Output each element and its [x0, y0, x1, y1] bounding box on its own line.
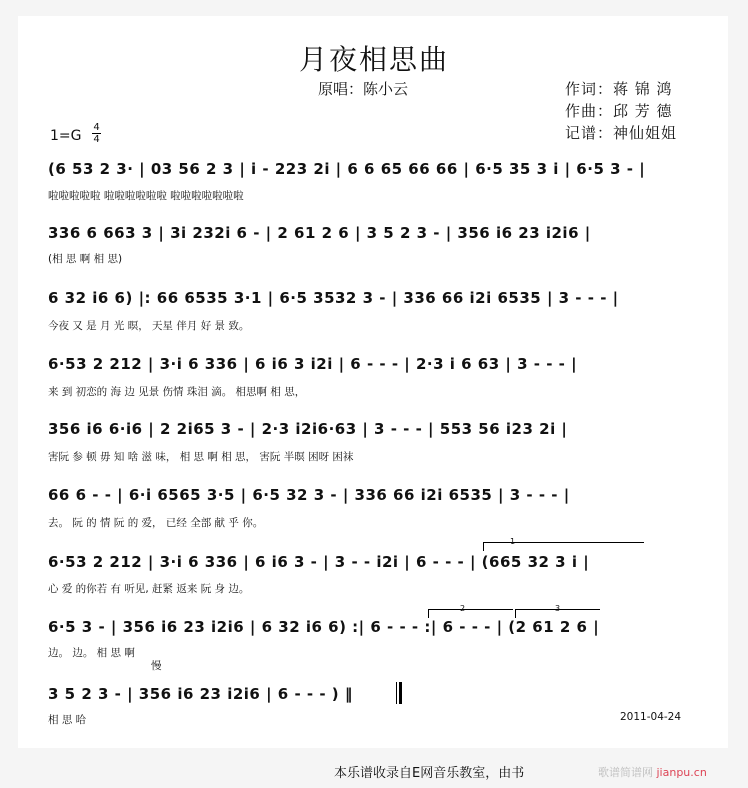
volta-bracket-2 [428, 609, 513, 618]
lyric-line-5: 害阮 参 顿 毋 知 啥 滋 味， 相 思 啊 相 思， 害阮 半暝 困呀 困袜 [48, 451, 354, 463]
time-signature-top: 4 [93, 122, 100, 133]
score-date: 2011-04-24 [620, 711, 682, 723]
volta-number-1: 1 [510, 537, 516, 546]
lyric-line-9: 相 思 哈 [48, 714, 87, 726]
key-signature: 1=G [50, 128, 82, 144]
notation-line-7: 6·53 2 212 | 3·i 6 336 | 6 i6 3 - | 3 - - i2i | 6 - - - | (665 32 3 i | [48, 553, 590, 571]
lyric-line-3: 今夜 又 是 月 光 暝， 天星 伴月 好 景 致。 [48, 320, 250, 332]
notation-line-4: 6·53 2 212 | 3·i 6 336 | 6 i6 3 i2i | 6 - - - | 2·3 i 6 63 | 3 - - - | [48, 355, 578, 373]
lyricist-credit: 作词：蒋 锦 鸿 [565, 80, 673, 98]
watermark-domain: jianpu.cn [656, 766, 707, 779]
notation-line-2: 336 6 663 3 | 3i 232i 6 - | 2 61 2 6 | 3 5 2 3 - | 356 i6 23 i2i6 | [48, 224, 591, 242]
source-footer: 本乐谱收录自E网音乐教室，由书 [334, 766, 525, 781]
lyric-line-8: 边。 边。 相 思 啊 [48, 647, 135, 659]
lyric-line-2: (相 思 啊 相 思) [48, 253, 123, 265]
volta-number-2: 2 [460, 604, 466, 613]
watermark [598, 764, 707, 780]
lyric-line-1: 啦啦啦啦啦 啦啦啦啦啦啦 啦啦啦啦啦啦啦 [48, 190, 244, 202]
time-signature [92, 122, 101, 145]
volta-bracket-1 [483, 542, 644, 551]
tempo-mark: 慢 [151, 660, 162, 672]
original-singer: 原唱：陈小云 [318, 80, 409, 98]
volta-number-3: 3 [555, 604, 561, 613]
lyric-line-6: 去。 阮 的 情 阮 的 爱， 已经 全部 献 乎 你。 [48, 517, 264, 529]
lyric-line-7: 心 爱 的你若 有 听见, 赶紧 返来 阮 身 边。 [48, 583, 250, 595]
notation-line-1: (6 53 2 3· | 03 56 2 3 | i - 223 2i | 6 6 65 66 66 | 6·5 35 3 i | 6·5 3 - | [48, 160, 646, 178]
time-signature-bottom: 4 [93, 134, 100, 145]
notation-line-3: 6 32 i6 6) |: 66 6535 3·1 | 6·5 3532 3 - | 336 66 i2i 6535 | 3 - - - | [48, 289, 619, 307]
notation-line-9: 3 5 2 3 - | 356 i6 23 i2i6 | 6 - - - ) ‖ [48, 685, 353, 703]
notation-line-8: 6·5 3 - | 356 i6 23 i2i6 | 6 32 i6 6) :| 6 - - - :| 6 - - - | (2 61 2 6 | [48, 618, 600, 636]
notation-line-6: 66 6 - - | 6·i 6565 3·5 | 6·5 32 3 - | 336 66 i2i 6535 | 3 - - - | [48, 486, 570, 504]
composer-credit: 作曲：邱 芳 德 [565, 102, 673, 120]
lyric-line-4: 来 到 初恋的 海 边 见景 伤情 珠泪 滴。 相思啊 相 思， [48, 386, 306, 398]
final-barline [396, 682, 402, 704]
song-title: 月夜相思曲 [298, 43, 449, 76]
notation-line-5: 356 i6 6·i6 | 2 2i65 3 - | 2·3 i2i6·63 | 3 - - - | 553 56 i23 2i | [48, 420, 568, 438]
watermark-text: 歌谱简谱网 [598, 766, 653, 779]
transcriber-credit: 记谱：神仙姐姐 [565, 124, 678, 142]
